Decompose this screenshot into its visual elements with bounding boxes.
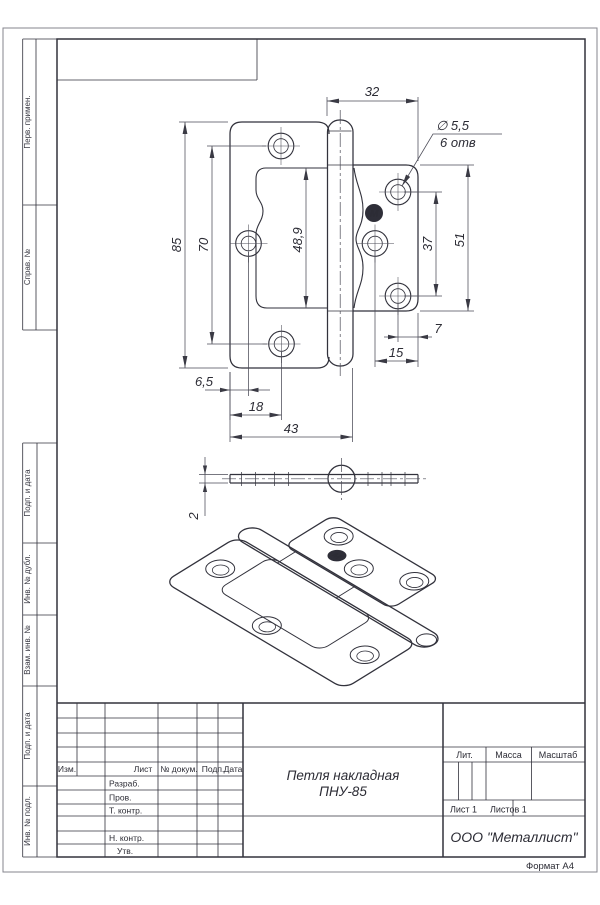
mass-label: Масса xyxy=(495,750,522,760)
dim-32-label: 32 xyxy=(364,84,380,99)
role-t-control: Т. контр. xyxy=(109,805,143,816)
format-note: Формат А4 xyxy=(525,861,574,872)
iso-stamp-letter: М xyxy=(329,551,345,561)
maker-stamp-letter: М xyxy=(369,208,379,220)
margin-label-podp-data-2: Подп. и дата xyxy=(23,712,32,760)
role-n-control: Н. контр. xyxy=(109,833,145,843)
dim-15-label: 15 xyxy=(388,345,404,360)
margin-label-podp-data-1: Подп. и дата xyxy=(23,469,32,517)
sheet-number: Лист 1 xyxy=(450,804,478,815)
header-date: Дата xyxy=(223,764,243,774)
role-checked: Пров. xyxy=(109,792,132,803)
company-name: ООО "Металлист" xyxy=(450,829,578,845)
dim-37-label: 37 xyxy=(420,236,435,252)
dim-43-label: 43 xyxy=(283,421,299,436)
dim-18-label: 18 xyxy=(248,399,264,414)
header-podp: Подп. xyxy=(201,764,225,774)
header-num-doc: № докум. xyxy=(160,764,198,774)
doc-name-line2: ПНУ-85 xyxy=(319,784,367,799)
dim-51-label: 51 xyxy=(452,232,467,248)
margin-label-perv-primen: Перв. примен. xyxy=(23,95,32,149)
dim-6-5-label: 6,5 xyxy=(194,374,214,389)
margin-label-inv-dubl: Инв. № дубл. xyxy=(23,554,32,604)
doc-name-line1: Петля накладная xyxy=(286,768,400,783)
dim-2-label: 2 xyxy=(186,512,201,520)
margin-label-sprav-no: Справ. № xyxy=(23,248,32,286)
dim-85-label: 85 xyxy=(169,237,184,253)
dim-48-9-label: 48,9 xyxy=(290,227,305,253)
callout-diameter-label: ∅ 5,5 xyxy=(436,118,470,133)
role-approved: Утв. xyxy=(117,846,134,856)
callout-holes-label: 6 отв xyxy=(440,135,476,150)
header-izm: Изм. xyxy=(57,764,77,774)
scale-label: Масштаб xyxy=(538,750,578,760)
dim-70-label: 70 xyxy=(196,237,211,253)
sheets-total: Листов 1 xyxy=(490,804,527,815)
dim-7-label: 7 xyxy=(434,321,442,336)
lit-label: Лит. xyxy=(456,750,473,760)
sheet-edge xyxy=(3,28,597,872)
front-maker-stamp xyxy=(365,204,383,222)
header-list: Лист xyxy=(133,764,153,774)
margin-label-vzam-inv: Взам. инв. № xyxy=(23,625,32,675)
role-developed: Разраб. xyxy=(109,778,140,789)
margin-label-inv-podl: Инв. № подл. xyxy=(23,796,32,846)
